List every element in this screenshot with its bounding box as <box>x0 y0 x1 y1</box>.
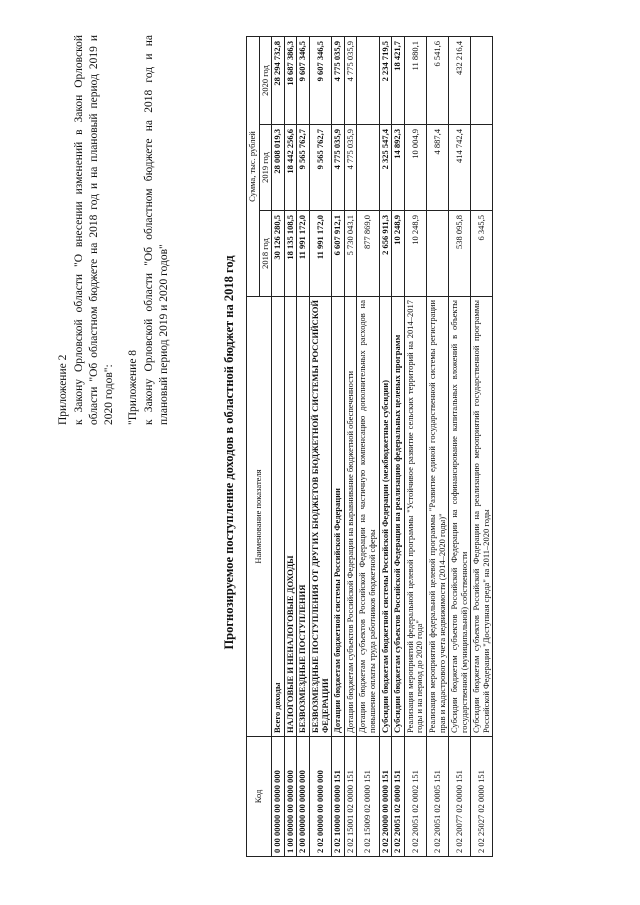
row-code: 2 02 15001 02 0000 151 <box>344 737 357 857</box>
row-2020: 9 607 346,5 <box>309 37 331 125</box>
row-2020: 11 880,1 <box>404 37 426 125</box>
row-2019: 2 325 547,4 <box>379 125 392 211</box>
row-2018: 10 248,9 <box>404 211 426 297</box>
table-title: Прогнозируемое поступление доходов в областной бюджет на 2018 год <box>222 255 236 650</box>
row-code: 2 02 10000 00 0000 151 <box>332 737 345 857</box>
table-row <box>357 37 379 857</box>
row-name: Субсидии бюджетам субъектов Российской Федерации на реализацию мероприятий государственной программы Российской Федерации "Доступная среда" на 2011–2020 годы <box>471 297 493 737</box>
appendix-title: Приложение 2 <box>57 354 69 425</box>
table-row <box>332 37 345 857</box>
header-code: Код <box>247 737 272 857</box>
row-2019: 9 565 762,7 <box>309 125 331 211</box>
appendix-header <box>56 35 172 425</box>
table-row <box>392 37 405 857</box>
row-2019: 14 892,3 <box>392 125 405 211</box>
row-2018: 2 656 911,3 <box>379 211 392 297</box>
row-2019: 10 004,9 <box>404 125 426 211</box>
row-name: Дотации бюджетам субъектов Российской Федерации на выравнивание бюджетной обеспеченности <box>344 297 357 737</box>
row-2020: 4 775 035,9 <box>344 37 357 125</box>
row-name: Реализация мероприятий федеральной целевой программы "Устойчивое развитие сельских территорий на 2014–2017 годы и на период до 2020 года" <box>404 297 426 737</box>
table-row <box>309 37 331 857</box>
row-2018: 10 248,9 <box>392 211 405 297</box>
appendix-spacer <box>117 35 126 425</box>
row-name: Дотации бюджетам бюджетной системы Российской Федерации <box>332 297 345 737</box>
row-name: Субсидии бюджетам субъектов Российской Федерации на софинансирование капитальных вложений в объекты государственной (муниципальной) собственности <box>449 297 471 737</box>
row-2018: 6 345,5 <box>471 211 493 297</box>
row-2020: 4 775 035,9 <box>332 37 345 125</box>
row-name: НАЛОГОВЫЕ И НЕНАЛОГОВЫЕ ДОХОДЫ <box>284 297 297 737</box>
row-code: 2 02 20051 02 0002 151 <box>404 737 426 857</box>
row-code: 2 02 20051 02 0000 151 <box>392 737 405 857</box>
table-row <box>272 37 285 857</box>
header-2019: 2019 год <box>259 125 272 211</box>
row-2019: 414 742,4 <box>449 125 471 211</box>
row-code: 2 02 20077 02 0000 151 <box>449 737 471 857</box>
row-2019 <box>357 125 379 211</box>
row-name: Реализация мероприятий федеральной целевой программы "Развитие единой государственной системы регистрации прав и кадастрового учета недвижимости (2014–2020 годы)" <box>426 297 448 737</box>
row-2019: 9 565 762,7 <box>297 125 310 211</box>
row-2018: 538 095,8 <box>449 211 471 297</box>
row-name: Всего доходы <box>272 297 285 737</box>
row-2020: 2 234 719,5 <box>379 37 392 125</box>
row-2020 <box>471 37 493 125</box>
row-2018: 18 135 108,5 <box>284 211 297 297</box>
row-2018: 30 126 280,5 <box>272 211 285 297</box>
appendix-quote-text: к Закону Орловской области "Об областном бюджете на 2018 год и на плановый период 2019 и 2020 годов" <box>143 35 170 425</box>
header-2018: 2018 год <box>259 211 272 297</box>
appendix-quote-title: "Приложение 8 <box>127 349 139 425</box>
table-row <box>449 37 471 857</box>
row-2020: 18 421,7 <box>392 37 405 125</box>
row-2019: 18 442 256,6 <box>284 125 297 211</box>
row-2018: 6 607 912,1 <box>332 211 345 297</box>
table-row <box>426 37 448 857</box>
row-name: Субсидии бюджетам субъектов Российской Федерации на реализацию федеральных целевых программ <box>392 297 405 737</box>
table-row <box>344 37 357 857</box>
table-row <box>379 37 392 857</box>
appendix-intro: к Закону Орловской области "О внесении изменений в Закон Орловской области "Об областном бюджете на 2018 год и на плановый период 2019 и 2020 годов": <box>73 35 115 425</box>
row-code: 2 02 15009 02 0000 151 <box>357 737 379 857</box>
header-2020: 2020 год <box>259 37 272 125</box>
table-row <box>471 37 493 857</box>
row-2018: 5 730 043,1 <box>344 211 357 297</box>
header-name: Наименование показателя <box>247 297 272 737</box>
row-2020: 28 294 732,8 <box>272 37 285 125</box>
table-row <box>297 37 310 857</box>
revenue-table <box>246 36 493 857</box>
row-name: Субсидии бюджетам бюджетной системы Российской Федерации (межбюджетные субсидии) <box>379 297 392 737</box>
row-2020 <box>357 37 379 125</box>
table-row <box>284 37 297 857</box>
row-2020: 9 607 346,5 <box>297 37 310 125</box>
table-row <box>404 37 426 857</box>
row-2019: 4 887,4 <box>426 125 448 211</box>
row-2019 <box>471 125 493 211</box>
row-2018 <box>426 211 448 297</box>
row-code: 0 00 00000 00 0000 000 <box>272 737 285 857</box>
row-name: Дотации бюджетам субъектов Российской Федерации на частичную компенсацию дополнительных расходов на повышение оплаты труда работников бюджетной сферы <box>357 297 379 737</box>
row-code: 2 02 25027 02 0000 151 <box>471 737 493 857</box>
row-2018: 11 991 172,0 <box>309 211 331 297</box>
row-code: 2 00 00000 00 0000 000 <box>297 737 310 857</box>
row-code: 2 02 00000 00 0000 000 <box>309 737 331 857</box>
row-2020: 6 541,6 <box>426 37 448 125</box>
row-2020: 432 216,4 <box>449 37 471 125</box>
row-2019: 28 008 019,3 <box>272 125 285 211</box>
row-2019: 4 775 035,9 <box>344 125 357 211</box>
row-2018: 11 991 172,0 <box>297 211 310 297</box>
row-code: 1 00 00000 00 0000 000 <box>284 737 297 857</box>
row-2020: 18 687 386,3 <box>284 37 297 125</box>
row-2018: 877 869,0 <box>357 211 379 297</box>
table-header-row <box>247 37 260 857</box>
row-name: БЕЗВОЗМЕЗДНЫЕ ПОСТУПЛЕНИЯ ОТ ДРУГИХ БЮДЖЕТОВ БЮДЖЕТНОЙ СИСТЕМЫ РОССИЙСКОЙ ФЕДЕРАЦИИ <box>309 297 331 737</box>
header-sum: Сумма, тыс. рублей <box>247 37 260 297</box>
row-2019: 4 775 035,9 <box>332 125 345 211</box>
row-code: 2 02 20051 02 0005 151 <box>426 737 448 857</box>
row-code: 2 02 20000 00 0000 151 <box>379 737 392 857</box>
row-name: БЕЗВОЗМЕЗДНЫЕ ПОСТУПЛЕНИЯ <box>297 297 310 737</box>
